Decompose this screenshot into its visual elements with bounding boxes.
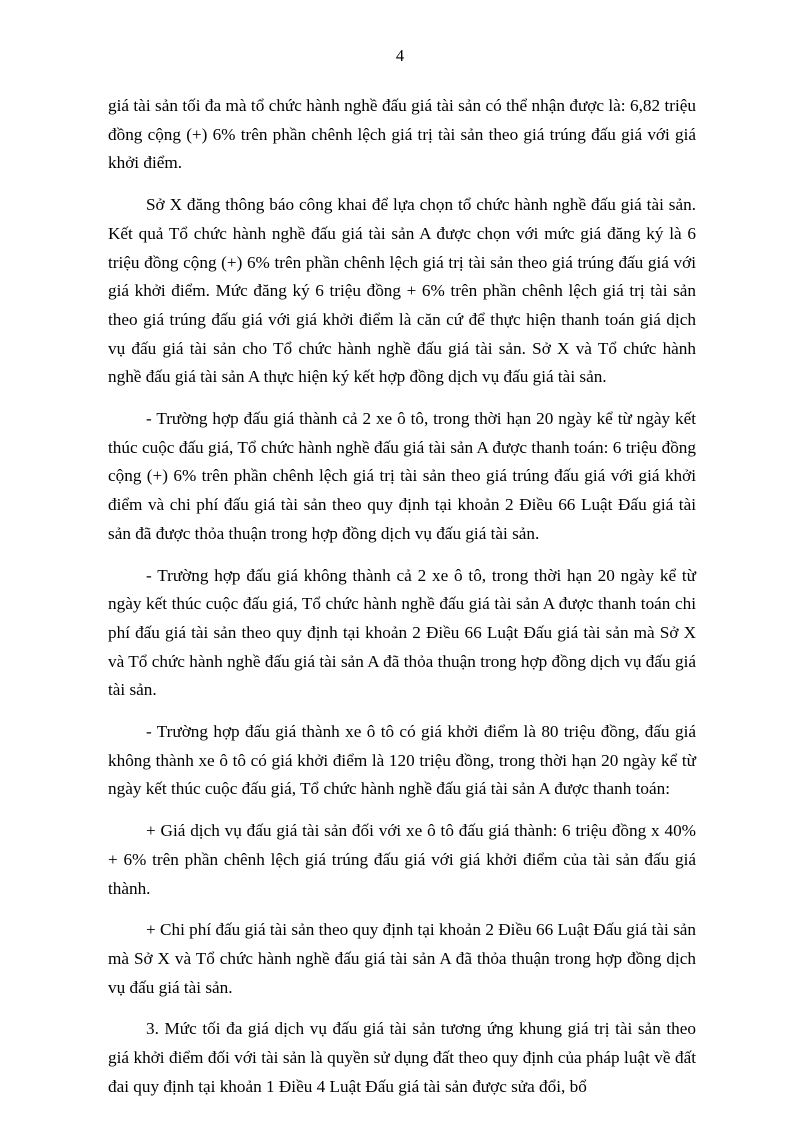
page-number: 4 xyxy=(395,46,405,65)
paragraph: + Chi phí đấu giá tài sản theo quy định tại khoản 2 Điều 66 Luật Đấu giá tài sản mà Sở X và Tổ chức hành nghề đấu giá tài sản A đã thỏa thuận trong hợp đồng dịch vụ đấu giá tài sản. xyxy=(108,920,696,997)
paragraph: - Trường hợp đấu giá thành xe ô tô có giá khởi điểm là 80 triệu đồng, đấu giá không thành xe ô tô có giá khởi điểm là 120 triệu đồng, trong thời hạn 20 ngày kể từ ngày kết thúc cuộc đấu giá, Tổ chức hành nghề đấu giá tài sản A được thanh toán: xyxy=(108,722,696,799)
document-body xyxy=(108,92,696,1102)
paragraph: + Giá dịch vụ đấu giá tài sản đối với xe ô tô đấu giá thành: 6 triệu đồng x 40% + 6% trên phần chênh lệch giá trúng đấu giá với giá khởi điểm của tài sản đấu giá thành. xyxy=(108,821,696,898)
paragraph: Sở X đăng thông báo công khai để lựa chọn tổ chức hành nghề đấu giá tài sản. Kết quả Tổ chức hành nghề đấu giá tài sản A được chọn với mức giá đăng ký là 6 triệu đồng cộng (+) 6% trên phần chênh lệch giá trị tài sản theo giá trúng đấu giá với giá khởi điểm. Mức đăng ký 6 triệu đồng + 6% trên phần chênh lệch giá trị tài sản theo giá trúng đấu giá với giá khởi điểm là căn cứ để thực hiện thanh toán giá dịch vụ đấu giá tài sản cho Tổ chức hành nghề đấu giá tài sản. Sở X và Tổ chức hành nghề đấu giá tài sản A thực hiện ký kết hợp đồng dịch vụ đấu giá tài sản. xyxy=(108,195,696,387)
paragraph: 3. Mức tối đa giá dịch vụ đấu giá tài sản tương ứng khung giá trị tài sản theo giá khởi điểm đối với tài sản là quyền sử dụng đất theo quy định của pháp luật về đất đai quy định tại khoản 1 Điều 4 Luật Đấu giá tài sản được sửa đổi, bổ xyxy=(108,1019,696,1096)
paragraph: - Trường hợp đấu giá thành cả 2 xe ô tô, trong thời hạn 20 ngày kể từ ngày kết thúc cuộc đấu giá, Tổ chức hành nghề đấu giá tài sản A được thanh toán: 6 triệu đồng cộng (+) 6% trên phần chênh lệch giá trị tài sản theo giá trúng đấu giá với giá khởi điểm và chi phí đấu giá tài sản theo quy định tại khoản 2 Điều 66 Luật Đấu giá tài sản đã được thỏa thuận trong hợp đồng dịch vụ đấu giá tài sản. xyxy=(108,409,696,543)
paragraph: - Trường hợp đấu giá không thành cả 2 xe ô tô, trong thời hạn 20 ngày kể từ ngày kết thúc cuộc đấu giá, Tổ chức hành nghề đấu giá tài sản A được thanh toán chi phí đấu giá tài sản theo quy định tại khoản 2 Điều 66 Luật Đấu giá tài sản mà Sở X và Tổ chức hành nghề đấu giá tài sản A đã thỏa thuận trong hợp đồng dịch vụ đấu giá tài sản. xyxy=(108,565,696,700)
paragraph: giá tài sản tối đa mà tổ chức hành nghề đấu giá tài sản có thể nhận được là: 6,82 triệu đồng cộng (+) 6% trên phần chênh lệch giá trị tài sản theo giá trúng đấu giá với giá khởi điểm. xyxy=(108,96,696,173)
